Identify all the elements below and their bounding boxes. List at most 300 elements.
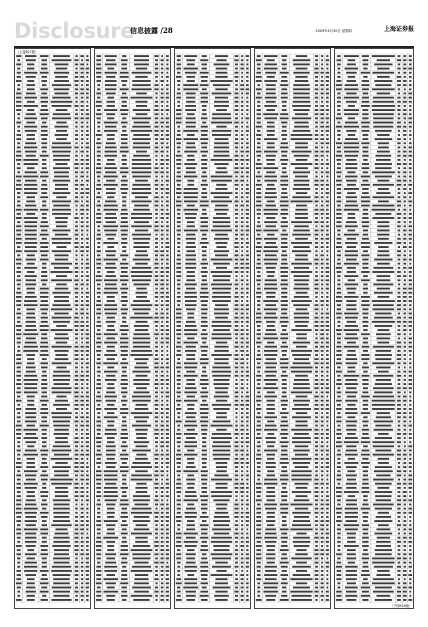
table-cell-text xyxy=(86,391,89,393)
table-cell-text xyxy=(326,275,329,277)
table-cell-text xyxy=(17,404,20,406)
table-cell-text xyxy=(246,259,249,261)
table-cell-text xyxy=(246,188,249,190)
table-cell-text xyxy=(26,587,35,589)
table-cell-text xyxy=(211,337,231,339)
table-cell-text xyxy=(246,362,248,364)
table-cell-text xyxy=(41,68,47,70)
table-cell-text xyxy=(184,329,198,331)
table-cell-text xyxy=(267,512,275,514)
table-cell-text xyxy=(155,504,158,506)
table-cell-text xyxy=(55,63,69,65)
table-cell-text xyxy=(86,437,89,439)
table-cell-text xyxy=(363,68,367,70)
table-cell-text xyxy=(41,184,47,186)
table-cell-text xyxy=(81,574,83,576)
table-cell-text xyxy=(281,325,287,327)
table-cell-text xyxy=(409,325,412,327)
table-cell-text xyxy=(155,445,157,447)
table-cell-text xyxy=(264,246,278,248)
table-cell-text xyxy=(326,101,329,103)
table-cell-text xyxy=(42,458,47,460)
table-cell-text xyxy=(17,163,20,165)
table-cell-text xyxy=(296,582,307,584)
table-cell-text xyxy=(362,55,369,57)
table-cell-text xyxy=(75,88,78,90)
table-cell-text xyxy=(293,587,310,589)
table-cell-text xyxy=(235,180,239,182)
table-cell-text xyxy=(41,221,48,223)
table-cell-text xyxy=(120,151,129,153)
table-cell-text xyxy=(363,317,368,319)
table-cell-text xyxy=(161,105,163,107)
table-cell-text xyxy=(105,462,117,464)
table-cell-text xyxy=(16,134,21,136)
table-cell-text xyxy=(104,342,117,344)
table-cell-text xyxy=(166,263,169,265)
table-cell-text xyxy=(104,155,117,157)
table-cell-text xyxy=(398,425,401,427)
table-cell-text xyxy=(56,246,66,248)
table-cell-text xyxy=(75,213,77,215)
table-cell-text xyxy=(55,76,68,78)
table-cell-text xyxy=(26,321,36,323)
table-cell-text xyxy=(107,138,114,140)
table-cell-text xyxy=(372,400,395,402)
table-cell-text xyxy=(264,429,277,431)
table-cell-text xyxy=(378,371,389,373)
table-cell-text xyxy=(315,474,318,476)
table-cell-text xyxy=(27,595,35,597)
table-cell-text xyxy=(55,400,68,402)
table-cell-text xyxy=(75,553,78,555)
table-cell-text xyxy=(105,171,116,173)
table-cell-text xyxy=(166,354,168,356)
table-cell-text xyxy=(257,221,260,223)
table-cell-text xyxy=(74,59,78,61)
table-cell-text xyxy=(293,188,310,190)
table-cell-text xyxy=(201,504,207,506)
table-cell-text xyxy=(96,541,102,543)
table-cell-text xyxy=(241,296,244,298)
table-cell-text xyxy=(16,225,21,227)
table-cell-text xyxy=(295,80,309,82)
table-cell-text xyxy=(346,93,356,95)
table-cell-text xyxy=(246,151,250,153)
table-cell-text xyxy=(246,404,250,406)
table-cell-text xyxy=(321,55,323,57)
table-cell-text xyxy=(281,259,287,261)
table-cell-text xyxy=(104,122,118,124)
table-cell-text xyxy=(257,582,260,584)
table-cell-text xyxy=(321,437,323,439)
table-cell-text xyxy=(86,196,88,198)
table-cell-text xyxy=(176,420,182,422)
table-cell-text xyxy=(166,400,168,402)
table-cell-text xyxy=(397,412,401,414)
table-cell-text xyxy=(397,300,401,302)
table-cell-text xyxy=(372,55,395,57)
table-cell-text xyxy=(187,134,195,136)
table-cell-text xyxy=(240,429,243,431)
table-cell-text xyxy=(264,196,277,198)
table-cell-text xyxy=(246,416,249,418)
table-cell-text xyxy=(25,130,37,132)
table-cell-text xyxy=(133,520,150,522)
table-cell-text xyxy=(211,354,231,356)
table-cell-text xyxy=(257,450,260,452)
table-cell-text xyxy=(155,520,159,522)
table-cell-text xyxy=(321,354,323,356)
table-cell-text xyxy=(134,441,149,443)
table-cell-text xyxy=(54,171,69,173)
table-cell-text xyxy=(241,117,243,119)
table-cell-text xyxy=(121,59,128,61)
table-cell-text xyxy=(264,180,277,182)
table-cell-text xyxy=(202,512,207,514)
table-cell-text xyxy=(187,180,194,182)
table-cell-text xyxy=(185,105,196,107)
table-cell-text xyxy=(292,408,311,410)
table-cell-text xyxy=(241,441,244,443)
table-cell-text xyxy=(40,474,48,476)
table-cell-text xyxy=(53,512,69,514)
table-cell-text xyxy=(346,200,357,202)
table-cell-text xyxy=(213,84,230,86)
table-cell-text xyxy=(41,379,47,381)
table-cell-text xyxy=(166,188,169,190)
table-cell-text xyxy=(326,387,330,389)
table-cell-text xyxy=(403,217,406,219)
table-cell-text xyxy=(75,508,78,510)
table-cell-text xyxy=(186,479,195,481)
table-cell-text xyxy=(51,483,72,485)
table-cell-text xyxy=(337,317,342,319)
table-cell-text xyxy=(321,557,323,559)
table-cell-text xyxy=(177,504,181,506)
table-cell-text xyxy=(40,250,49,252)
table-cell-text xyxy=(161,101,164,103)
table-cell-text xyxy=(374,391,392,393)
table-cell-text xyxy=(409,400,411,402)
table-cell-text xyxy=(346,308,356,310)
table-cell-text xyxy=(104,566,117,568)
table-cell-text xyxy=(200,217,208,219)
table-cell-text xyxy=(326,574,328,576)
table-cell-text xyxy=(257,371,260,373)
table-cell-text xyxy=(185,491,196,493)
table-cell-text xyxy=(336,238,341,240)
table-cell-text xyxy=(320,595,323,597)
table-cell-text xyxy=(161,188,164,190)
table-cell-text xyxy=(246,599,249,601)
table-cell-text xyxy=(155,176,157,178)
table-cell-text xyxy=(363,425,368,427)
table-cell-text xyxy=(294,184,309,186)
table-cell-text xyxy=(293,537,310,539)
table-cell-text xyxy=(409,342,412,344)
table-cell-text xyxy=(315,375,318,377)
table-cell-text xyxy=(257,63,261,65)
table-cell-text xyxy=(106,574,115,576)
table-cell-text xyxy=(97,180,100,182)
table-cell-text xyxy=(241,80,243,82)
table-cell-text xyxy=(215,88,227,90)
table-cell-text xyxy=(361,333,370,335)
table-cell-text xyxy=(403,59,406,61)
table-cell-text xyxy=(246,412,249,414)
table-cell-text xyxy=(40,242,49,244)
table-cell-text xyxy=(200,562,208,564)
table-cell-text xyxy=(81,383,83,385)
table-cell-text xyxy=(294,313,309,315)
table-cell-text xyxy=(378,238,389,240)
table-cell-text xyxy=(202,329,206,331)
table-cell-text xyxy=(42,524,47,526)
table-cell-text xyxy=(75,566,79,568)
table-cell-text xyxy=(122,528,127,530)
table-cell-text xyxy=(256,599,262,601)
table-column-5 xyxy=(334,48,414,609)
table-cell-text xyxy=(105,313,117,315)
table-cell-text xyxy=(347,271,356,273)
table-cell-text xyxy=(362,379,368,381)
table-cell-text xyxy=(122,84,126,86)
table-cell-text xyxy=(86,425,89,427)
table-cell-text xyxy=(161,142,164,144)
table-cell-text xyxy=(41,321,48,323)
table-cell-text xyxy=(246,479,248,481)
table-cell-text xyxy=(214,524,229,526)
table-cell-text xyxy=(373,375,393,377)
table-cell-text xyxy=(86,483,89,485)
table-cell-text xyxy=(373,113,394,115)
table-cell-text xyxy=(346,288,356,290)
table-cell-text xyxy=(133,379,150,381)
table-cell-text xyxy=(187,155,194,157)
table-cell-text xyxy=(295,113,308,115)
table-cell-text xyxy=(202,491,207,493)
table-cell-text xyxy=(166,72,168,74)
table-cell-text xyxy=(361,130,369,132)
table-cell-text xyxy=(81,578,84,580)
table-cell-text xyxy=(290,591,312,593)
table-cell-text xyxy=(24,346,38,348)
table-cell-text xyxy=(337,412,340,414)
table-cell-text xyxy=(81,134,83,136)
table-cell-text xyxy=(257,570,261,572)
table-cell-text xyxy=(321,213,324,215)
table-cell-text xyxy=(213,420,231,422)
table-cell-text xyxy=(409,354,411,356)
table-cell-text xyxy=(86,358,88,360)
table-cell-text xyxy=(161,263,163,265)
table-cell-text xyxy=(321,122,324,124)
table-cell-text xyxy=(235,541,238,543)
table-cell-text xyxy=(161,242,163,244)
table-cell-text xyxy=(409,317,412,319)
table-cell-text xyxy=(293,342,311,344)
table-cell-text xyxy=(315,587,318,589)
table-cell-text xyxy=(96,441,101,443)
table-cell-text xyxy=(55,134,69,136)
table-cell-text xyxy=(409,404,411,406)
table-cell-text xyxy=(16,391,21,393)
table-cell-text xyxy=(154,196,158,198)
table-cell-text xyxy=(166,437,169,439)
table-cell-text xyxy=(267,130,275,132)
table-cell-text xyxy=(161,566,164,568)
table-cell-text xyxy=(41,416,47,418)
table-cell-text xyxy=(241,533,244,535)
table-cell-text xyxy=(106,93,116,95)
table-cell-text xyxy=(133,495,150,497)
table-cell-text xyxy=(241,313,244,315)
table-cell-text xyxy=(81,230,84,232)
table-cell-text xyxy=(27,557,35,559)
table-cell-text xyxy=(211,437,232,439)
table-cell-text xyxy=(326,117,330,119)
table-cell-text xyxy=(161,557,164,559)
table-cell-text xyxy=(133,557,151,559)
table-cell-text xyxy=(16,362,22,364)
table-cell-text xyxy=(256,387,261,389)
table-cell-text xyxy=(136,404,148,406)
table-cell-text xyxy=(315,391,317,393)
table-cell-text xyxy=(166,562,168,564)
table-cell-text xyxy=(241,122,243,124)
table-cell-text xyxy=(282,371,286,373)
table-cell-text xyxy=(53,578,69,580)
table-cell-text xyxy=(120,470,128,472)
table-cell-text xyxy=(201,246,207,248)
table-cell-text xyxy=(213,217,230,219)
table-cell-text xyxy=(235,163,238,165)
table-cell-text xyxy=(161,375,164,377)
table-cell-text xyxy=(398,313,400,315)
table-cell-text xyxy=(281,420,288,422)
table-cell-text xyxy=(281,221,288,223)
table-cell-text xyxy=(96,184,101,186)
table-cell-text xyxy=(314,325,318,327)
table-cell-text xyxy=(96,487,101,489)
table-cell-text xyxy=(315,346,318,348)
table-cell-text xyxy=(235,470,238,472)
table-cell-text xyxy=(161,354,163,356)
table-cell-text xyxy=(211,541,232,543)
table-cell-text xyxy=(166,450,168,452)
table-cell-text xyxy=(154,474,158,476)
table-cell-text xyxy=(337,396,340,398)
table-cell-text xyxy=(97,587,101,589)
table-cell-text xyxy=(187,404,195,406)
table-cell-text xyxy=(409,205,412,207)
table-cell-text xyxy=(321,205,324,207)
table-cell-text xyxy=(241,504,243,506)
table-cell-text xyxy=(135,445,147,447)
table-cell-text xyxy=(136,113,148,115)
table-cell-text xyxy=(96,76,101,78)
table-cell-text xyxy=(409,109,411,111)
table-cell-text xyxy=(40,176,48,178)
table-cell-text xyxy=(86,192,90,194)
table-cell-text xyxy=(257,234,260,236)
table-cell-text xyxy=(315,337,317,339)
table-cell-text xyxy=(155,479,158,481)
table-cell-text xyxy=(344,313,358,315)
table-cell-text xyxy=(246,88,250,90)
table-cell-text xyxy=(404,105,406,107)
table-cell-text xyxy=(75,113,78,115)
table-cell-text xyxy=(201,333,208,335)
table-cell-text xyxy=(187,520,195,522)
table-cell-text xyxy=(346,379,358,381)
table-cell-text xyxy=(135,180,148,182)
table-cell-text xyxy=(120,362,128,364)
table-cell-text xyxy=(397,217,400,219)
table-cell-text xyxy=(281,308,287,310)
table-cell-text xyxy=(81,308,84,310)
table-cell-text xyxy=(293,362,311,364)
table-cell-text xyxy=(75,582,78,584)
table-cell-text xyxy=(375,358,391,360)
table-cell-text xyxy=(40,591,49,593)
table-cell-text xyxy=(397,126,401,128)
table-cell-text xyxy=(247,180,249,182)
table-cell-text xyxy=(246,321,249,323)
table-cell-text xyxy=(86,59,89,61)
table-cell-text xyxy=(74,317,78,319)
table-cell-text xyxy=(362,420,368,422)
table-cell-text xyxy=(326,246,329,248)
table-cell-text xyxy=(326,308,328,310)
table-cell-text xyxy=(80,321,83,323)
table-cell-text xyxy=(257,142,260,144)
table-cell-text xyxy=(166,63,168,65)
table-cell-text xyxy=(337,304,341,306)
table-cell-text xyxy=(161,520,164,522)
table-cell-text xyxy=(53,582,70,584)
table-cell-text xyxy=(107,196,114,198)
table-cell-text xyxy=(26,196,35,198)
table-cell-text xyxy=(246,391,249,393)
table-cell-text xyxy=(293,574,311,576)
table-cell-text xyxy=(408,346,412,348)
table-cell-text xyxy=(211,271,233,273)
table-cell-text xyxy=(240,483,244,485)
table-cell-text xyxy=(166,159,170,161)
table-cell-text xyxy=(201,308,208,310)
table-cell-text xyxy=(321,288,323,290)
table-cell-text xyxy=(241,512,244,514)
table-cell-text xyxy=(241,371,244,373)
table-cell-text xyxy=(256,317,261,319)
table-cell-text xyxy=(134,383,150,385)
table-cell-text xyxy=(321,176,323,178)
table-cell-text xyxy=(200,408,209,410)
table-cell-text xyxy=(267,470,274,472)
table-cell-text xyxy=(295,553,308,555)
table-cell-text xyxy=(187,337,195,339)
table-cell-text xyxy=(404,192,406,194)
table-cell-text xyxy=(122,55,126,57)
table-cell-text xyxy=(214,142,229,144)
table-cell-text xyxy=(86,230,88,232)
table-cell-text xyxy=(154,383,158,385)
table-cell-text xyxy=(280,146,288,148)
table-cell-text xyxy=(201,375,208,377)
table-cell-text xyxy=(235,337,238,339)
